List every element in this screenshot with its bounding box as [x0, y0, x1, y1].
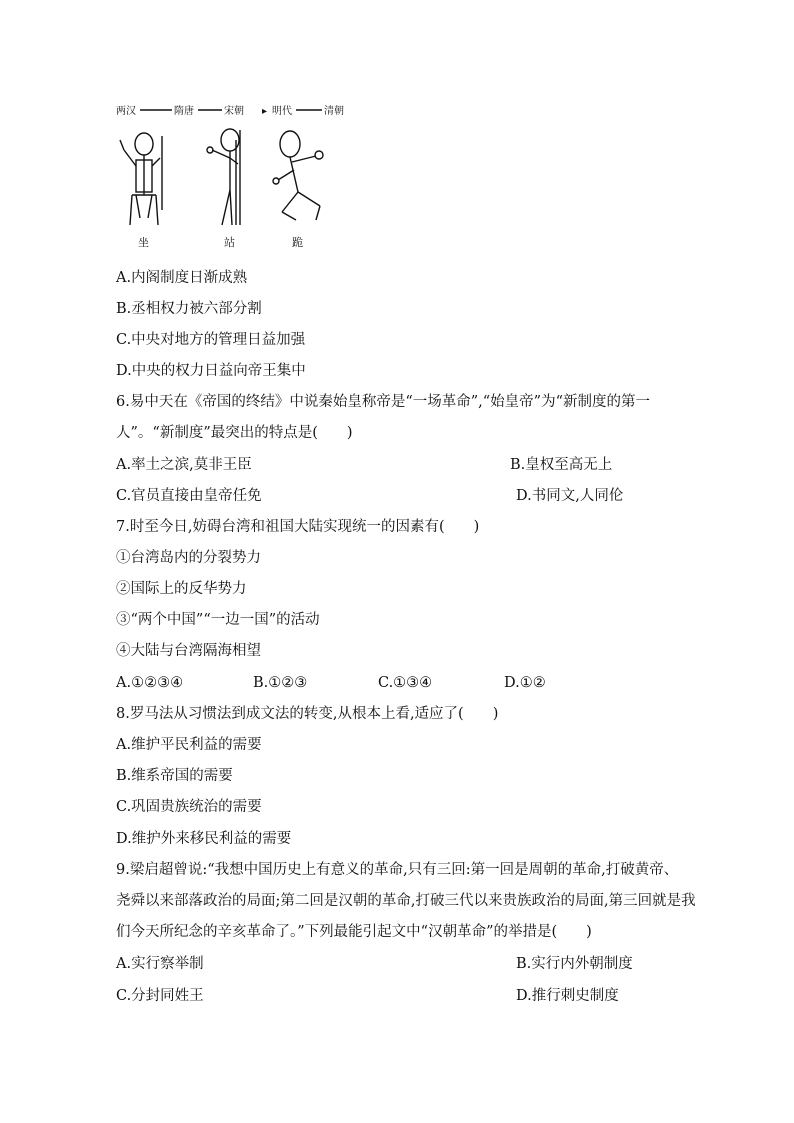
pose-sit: 坐: [138, 236, 149, 249]
q8-option-a: A.维护平民利益的需要: [116, 737, 262, 753]
pose-kneel: 跪: [292, 236, 303, 249]
q9-option-b: B.实行内外朝制度: [516, 956, 633, 972]
q5-option-b: B.丞相权力被六部分割: [116, 301, 262, 317]
q7-option-d: D.①②: [504, 675, 546, 691]
q7-option-a: A.①②③④: [116, 675, 184, 691]
q9-stem-line1: 9.梁启超曾说:“我想中国历史上有意义的革命,只有三回:第一回是周朝的革命,打破黄帝、: [116, 862, 679, 878]
q9-stem-line3: 们今天所纪念的辛亥革命了。”下列最能引起文中“汉朝革命”的举措是( ): [116, 924, 592, 940]
q8-stem: 8.罗马法从习惯法到成文法的转变,从根本上看,适应了( ): [116, 706, 499, 722]
history-figure: [112, 100, 352, 252]
q8-option-b: B.维系帝国的需要: [116, 768, 233, 784]
q7-stem: 7.时至今日,妨碍台湾和祖国大陆实现统一的因素有( ): [116, 519, 480, 535]
svg-text:▸: ▸: [262, 106, 268, 117]
q6-stem-line2: 人”。“新制度”最突出的特点是( ): [116, 425, 353, 441]
q7-item-2: ②国际上的反华势力: [116, 581, 247, 597]
q7-item-1: ①台湾岛内的分裂势力: [116, 550, 261, 566]
q5-option-c: C.中央对地方的管理日益加强: [116, 332, 306, 348]
q8-option-d: D.维护外来移民利益的需要: [116, 831, 292, 847]
q6-stem-line1: 6.易中天在《帝国的终结》中说秦始皇称帝是“一场革命”,“始皇帝”为“新制度的第一: [116, 394, 651, 410]
q7-item-4: ④大陆与台湾隔海相望: [116, 643, 261, 659]
q5-option-a: A.内阁制度日渐成熟: [116, 270, 248, 286]
q6-option-c: C.官员直接由皇帝任免: [116, 488, 262, 504]
label-lianghan: 两汉: [116, 106, 136, 117]
label-song: 宋朝: [224, 106, 244, 117]
q9-option-d: D.推行刺史制度: [516, 988, 619, 1004]
pose-stand: 站: [224, 236, 235, 249]
label-ming: 明代: [272, 106, 292, 117]
q7-item-3: ③“两个中国”“一边一国”的活动: [116, 612, 320, 628]
q7-option-b: B.①②③: [253, 675, 308, 691]
q7-option-c: C.①③④: [378, 675, 433, 691]
q6-option-d: D.书同文,人同伦: [516, 488, 624, 504]
q6-option-a: A.率土之滨,莫非王臣: [116, 457, 252, 473]
q5-option-d: D.中央的权力日益向帝王集中: [116, 363, 306, 379]
officials-posture-illustration: [112, 100, 352, 252]
q9-option-c: C.分封同姓王: [116, 988, 204, 1004]
q8-option-c: C.巩固贵族统治的需要: [116, 799, 262, 815]
q9-stem-line2: 尧舜以来部落政治的局面;第二回是汉朝的革命,打破三代以来贵族政治的局面,第三回就是我: [116, 893, 696, 909]
q6-option-b: B.皇权至高无上: [510, 457, 613, 473]
q9-option-a: A.实行察举制: [116, 956, 204, 972]
label-suitang: 隋唐: [174, 106, 194, 117]
label-qing: 清朝: [324, 106, 344, 117]
